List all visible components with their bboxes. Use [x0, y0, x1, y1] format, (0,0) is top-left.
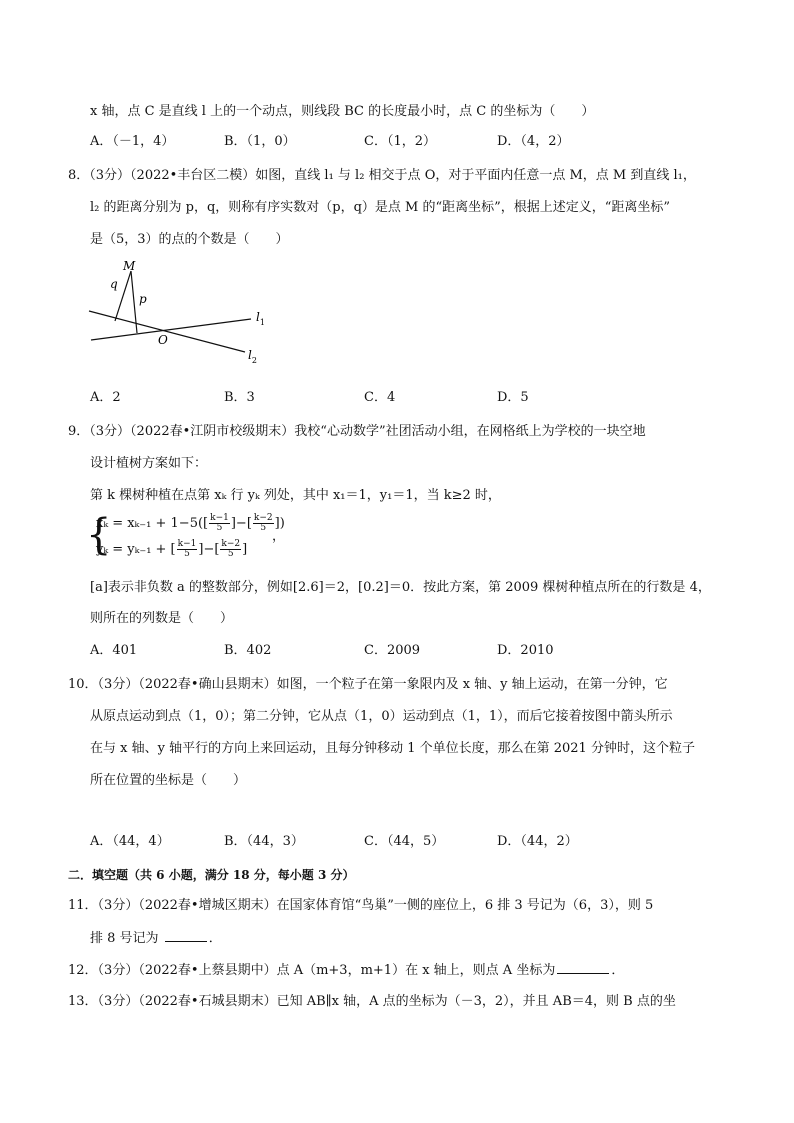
q7-option-c: C．（1，2）: [364, 134, 436, 149]
label-q: q: [110, 277, 118, 291]
q9-line-3: 第 k 棵树种植在点第 xₖ 行 yₖ 列处，其中 x₁＝1，y₁＝1，当 k≥2 时，: [90, 488, 501, 503]
q10-line-2: 从原点运动到点（1，0）；第二分钟，它从点（1，0）运动到点（1，1），而后它接着按图中箭头所示: [90, 709, 673, 724]
q10-option-d: D．（44，2）: [497, 834, 578, 849]
q8-line-3: 是（5，3）的点的个数是（ ）: [90, 232, 289, 247]
q10-line-3: 在与 x 轴、y 轴平行的方向上来回运动，且每分钟移动 1 个单位长度，那么在第 2021 分钟时，这个粒子: [90, 741, 695, 756]
q9-line-1: 9．（3分）（2022春•江阴市校级期末）我校“心动数学”社团活动小组，在网格纸上为学校的一块空地: [68, 424, 646, 439]
label-O: O: [158, 333, 168, 347]
q9-line-5: 则所在的列数是（ ）: [90, 611, 234, 626]
q7-option-b: B．（1，0）: [224, 134, 296, 149]
q9-option-d: D．2010: [497, 643, 554, 658]
q10-option-b: B．（44，3）: [224, 834, 304, 849]
q8-figure: [85, 255, 285, 375]
q9-option-b: B．402: [224, 643, 272, 658]
equation-comma: ，: [272, 529, 286, 544]
q9-line-4: [a]表示非负数 a 的整数部分，例如[2.6]＝2，[0.2]＝0．按此方案，第 2009 棵树种植点所在的行数是 4，: [90, 580, 711, 595]
q8-option-a: A．2: [90, 390, 121, 405]
label-l2: $l_2$: [248, 348, 257, 365]
q9-line-2: 设计植树方案如下：: [90, 456, 208, 471]
q9-option-c: C．2009: [364, 643, 421, 658]
q7-option-a: A．（－1，4）: [90, 134, 175, 149]
q12-answer-blank: [557, 961, 609, 974]
q11-answer-blank: [165, 929, 207, 942]
label-p: p: [139, 292, 147, 306]
q8-line-1: 8．（3分）（2022•丰台区二模）如图，直线 l₁ 与 l₂ 相交于点 O，对于平面内任意一点 M，点 M 到直线 l₁，: [68, 168, 696, 183]
q8-option-b: B．3: [224, 390, 255, 405]
q11-line-1: 11．（3分）（2022春•增城区期末）在国家体育馆“鸟巢”一侧的座位上，6 排 3 号记为（6，3），则 5: [68, 898, 654, 913]
q10-line-4: 所在位置的坐标是（ ）: [90, 773, 247, 788]
left-brace: {: [86, 510, 112, 560]
q7-option-d: D．（4，2）: [497, 134, 570, 149]
q10-line-1: 10．（3分）（2022春•确山县期末）如图，一个粒子在第一象限内及 x 轴、y 轴上运动，在第一分钟，它: [68, 677, 668, 692]
q7-continuation: x 轴，点 C 是直线 l 上的一个动点，则线段 BC 的长度最小时，点 C 的坐标为（ ）: [90, 104, 595, 119]
equation-x: xₖ = xₖ₋₁ + 1−5([ $\frac{k-1}{5}$ ]−[ $\frac{k-2}{5}$ ]): [96, 513, 285, 533]
line-l1: [91, 319, 251, 340]
q11-line-2: 排 8 号记为 ．: [90, 931, 222, 946]
q12-line-1: 12．（3分）（2022春•上蔡县期中）点 A（m+3，m+1）在 x 轴上，则点 A 坐标为 ．: [68, 963, 625, 978]
segment-p: [131, 271, 137, 333]
q13-line-1: 13．（3分）（2022春•石城县期末）已知 AB∥x 轴，A 点的坐标为（－3，2），并且 AB＝4，则 B 点的坐: [68, 994, 676, 1009]
section-heading-fill-in: 二．填空题（共 6 小题，满分 18 分，每小题 3 分）: [68, 868, 355, 882]
q8-option-d: D．5: [497, 390, 529, 405]
label-l1: $l_1$: [256, 310, 265, 327]
q10-option-a: A．（44，4）: [90, 834, 170, 849]
q10-option-c: C．（44，5）: [364, 834, 445, 849]
label-M: M: [123, 259, 136, 273]
q9-option-a: A．401: [90, 643, 138, 658]
q8-option-c: C．4: [364, 390, 396, 405]
q8-line-2: l₂ 的距离分别为 p，q，则称有序实数对（p，q）是点 M 的“距离坐标”，根据上述定义，“距离坐标”: [90, 200, 671, 215]
q9-equation-system: [86, 510, 386, 566]
equation-y: yₖ = yₖ₋₁ + [ $\frac{k-1}{5}$ ]−[ $\frac{k-2}{5}$ ]: [96, 539, 248, 559]
